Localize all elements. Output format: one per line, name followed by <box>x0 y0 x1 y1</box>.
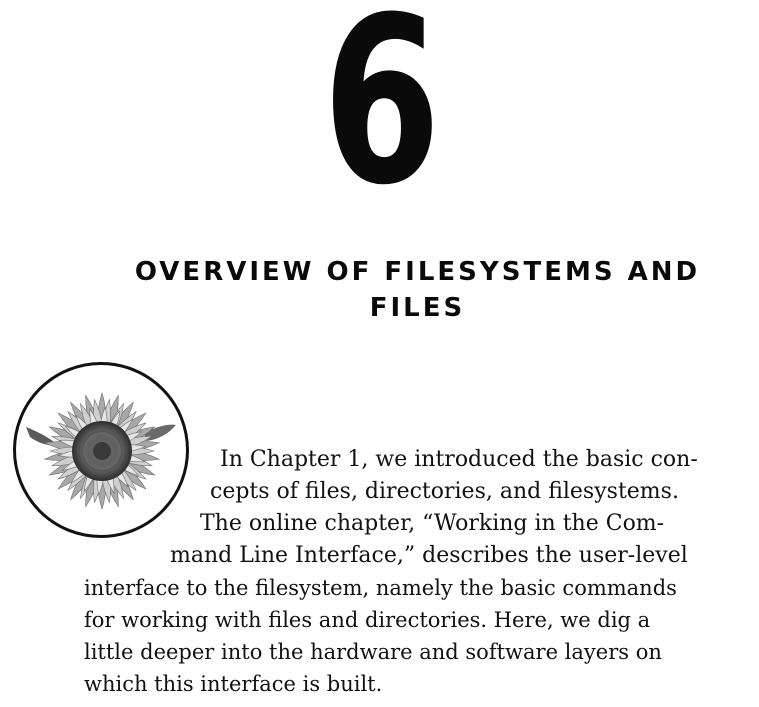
body-line-7: little deeper into the hardware and software layers on <box>84 640 662 664</box>
body-line-5: interface to the filesystem, namely the basic commands <box>84 576 677 600</box>
body-line-2: cepts of files, directories, and filesystems. <box>210 479 679 504</box>
chapter-number: 6 <box>322 0 437 236</box>
body-line-8: which this interface is built. <box>84 672 383 696</box>
sunflower-icon <box>13 362 189 538</box>
sunflower-graphic <box>16 365 186 535</box>
chapter-title-line-2: FILES <box>369 293 466 323</box>
chapter-title <box>0 254 759 326</box>
body-line-6: for working with files and directories. Here, we dig a <box>84 608 651 632</box>
body-line-1: In Chapter 1, we introduced the basic con- <box>220 447 698 472</box>
chapter-title-line-1: OVERVIEW OF FILESYSTEMS AND <box>134 257 701 287</box>
body-line-3: The online chapter, “Working in the Com- <box>200 511 665 536</box>
body-line-4: mand Line Interface,” describes the user-level <box>170 543 688 568</box>
